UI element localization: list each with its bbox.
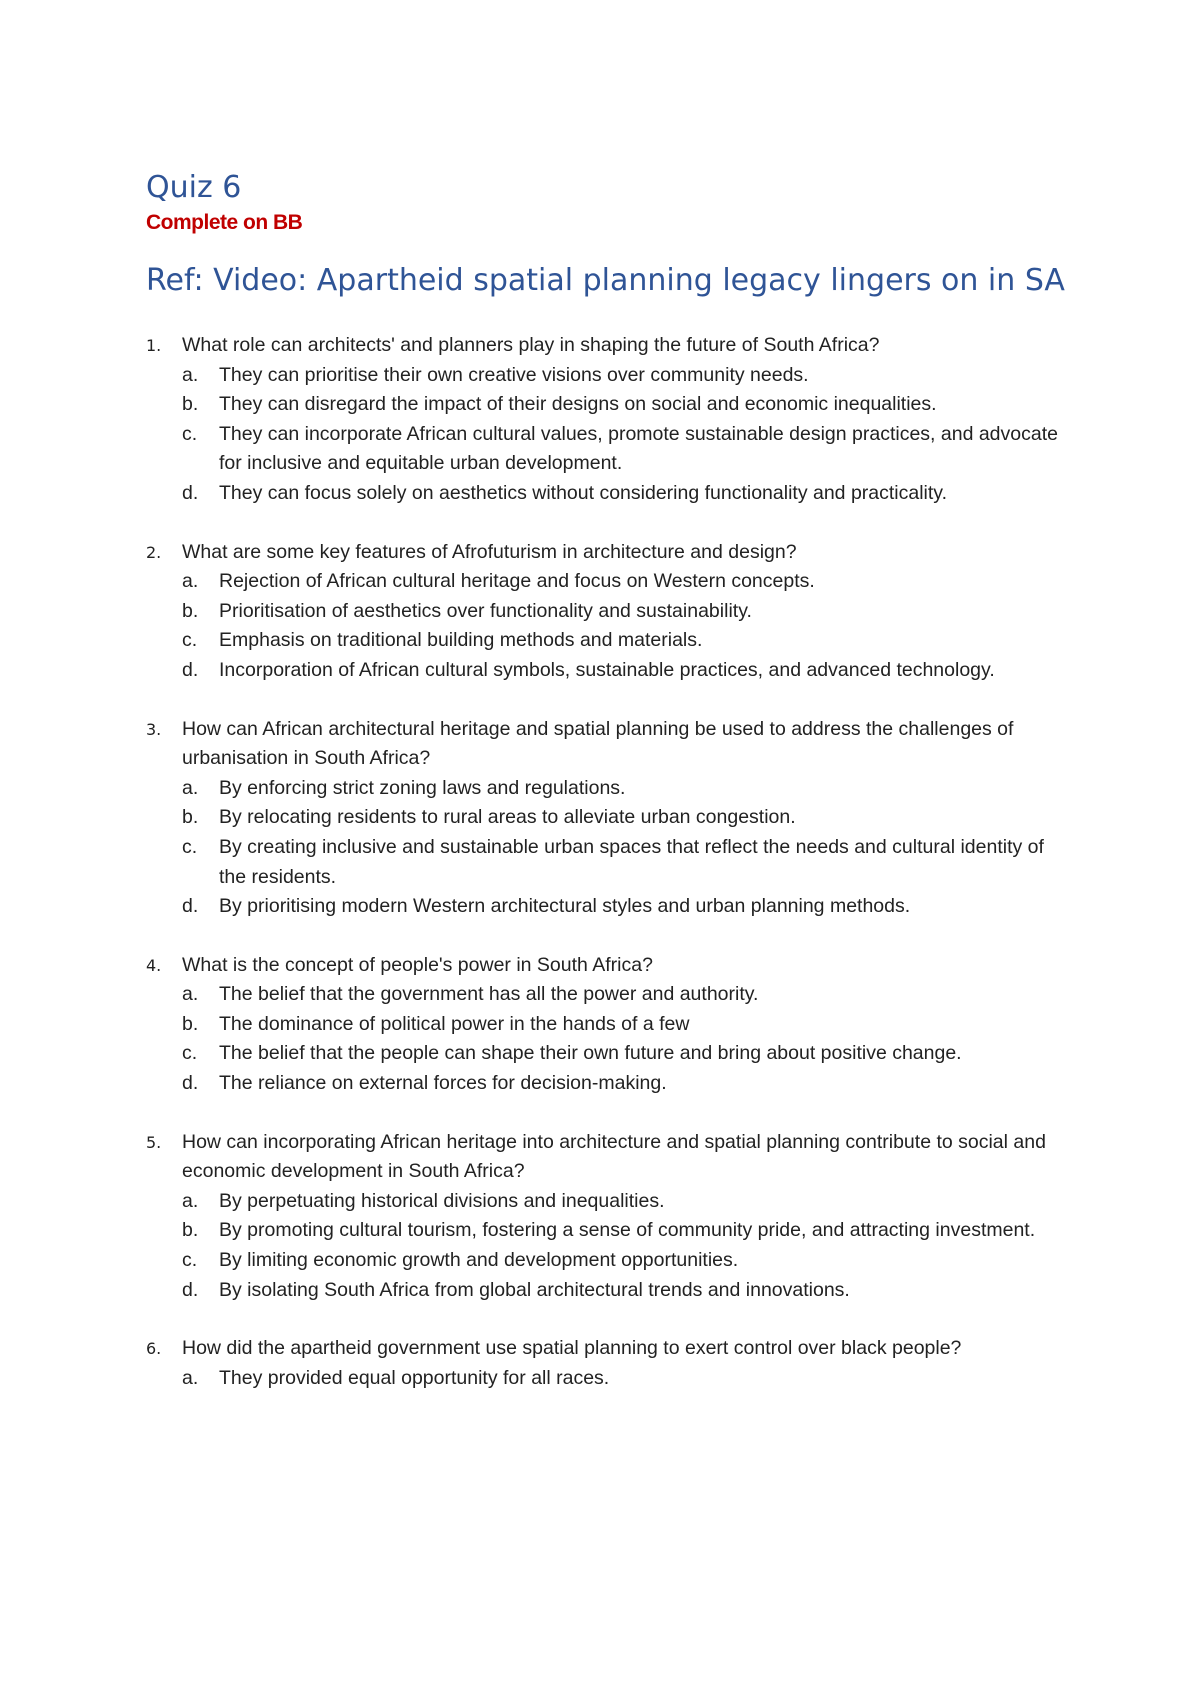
answer-option <box>182 1216 1076 1246</box>
question-row <box>146 538 1076 568</box>
option-text: By enforcing strict zoning laws and regulations. <box>219 776 626 799</box>
answer-option <box>182 1039 1076 1069</box>
option-text: They provided equal opportunity for all races. <box>219 1366 610 1389</box>
question-text: How did the apartheid government use spatial planning to exert control over black people? <box>182 1337 962 1360</box>
question-number: 1. <box>146 336 162 355</box>
question-5 <box>146 1128 1076 1306</box>
document-body <box>146 168 1076 1422</box>
answer-option <box>182 774 1076 804</box>
answer-option <box>182 626 1076 656</box>
option-text: The belief that the government has all the power and authority. <box>219 983 759 1006</box>
answer-option <box>182 980 1076 1010</box>
option-letter: b. <box>182 393 199 416</box>
option-letter: b. <box>182 806 199 829</box>
answer-option <box>182 803 1076 833</box>
question-number: 6. <box>146 1339 162 1359</box>
question-list <box>146 331 1076 1393</box>
option-text: By creating inclusive and sustainable urban spaces that reflect the needs and cultural identity of the residents. <box>219 835 1044 888</box>
option-letter: d. <box>182 1072 199 1095</box>
answer-option <box>182 1246 1076 1276</box>
question-3 <box>146 715 1076 922</box>
option-text: They can disregard the impact of their designs on social and economic inequalities. <box>219 393 937 416</box>
option-letter: c. <box>182 1042 198 1065</box>
answer-option <box>182 567 1076 597</box>
question-text: What role can architects' and planners play in shaping the future of South Africa? <box>182 334 880 356</box>
answer-option <box>182 1364 1076 1394</box>
option-letter: a. <box>182 1189 199 1212</box>
option-letter: d. <box>182 895 199 918</box>
option-text: By relocating residents to rural areas to alleviate urban congestion. <box>219 806 796 829</box>
option-text: Incorporation of African cultural symbols, sustainable practices, and advanced technology. <box>219 658 995 681</box>
answer-option <box>182 1069 1076 1099</box>
question-row <box>146 951 1076 981</box>
answer-option <box>182 1187 1076 1217</box>
option-text: They can focus solely on aesthetics without considering functionality and practicality. <box>219 481 948 504</box>
option-letter: d. <box>182 1278 199 1301</box>
answer-option <box>182 597 1076 627</box>
answer-option <box>182 833 1076 892</box>
option-text: By isolating South Africa from global architectural trends and innovations. <box>219 1278 850 1301</box>
answer-options <box>182 774 1076 922</box>
answer-options <box>182 980 1076 1098</box>
option-letter: c. <box>182 629 198 652</box>
question-number: 3. <box>146 719 162 739</box>
question-text: How can African architectural heritage and spatial planning be used to address the challenges of urbanisation in South Africa? <box>182 717 1014 770</box>
option-text: The belief that the people can shape their own future and bring about positive change. <box>219 1042 962 1065</box>
question-row <box>146 715 1076 774</box>
option-text: The reliance on external forces for decision-making. <box>219 1072 667 1095</box>
option-text: The dominance of political power in the hands of a few <box>219 1012 690 1035</box>
option-letter: a. <box>182 776 199 799</box>
option-text: By perpetuating historical divisions and inequalities. <box>219 1189 665 1212</box>
question-row <box>146 1128 1076 1187</box>
question-row <box>146 331 1076 361</box>
answer-options <box>182 1364 1076 1394</box>
answer-option <box>182 420 1076 479</box>
option-letter: b. <box>182 1219 199 1242</box>
option-letter: c. <box>182 422 198 445</box>
option-letter: b. <box>182 599 199 622</box>
option-letter: a. <box>182 570 199 593</box>
question-number: 5. <box>146 1132 162 1152</box>
option-letter: b. <box>182 1012 199 1035</box>
option-text: Rejection of African cultural heritage and focus on Western concepts. <box>219 570 815 593</box>
option-letter: d. <box>182 481 199 504</box>
option-text: By promoting cultural tourism, fostering a sense of community pride, and attracting investment. <box>219 1219 1036 1242</box>
question-2 <box>146 538 1076 686</box>
answer-options <box>182 1187 1076 1305</box>
answer-option <box>182 390 1076 420</box>
option-text: Emphasis on traditional building methods and materials. <box>219 629 703 652</box>
question-text: What are some key features of Afrofuturism in architecture and design? <box>182 540 797 563</box>
option-text: They can prioritise their own creative visions over community needs. <box>219 363 809 386</box>
option-letter: a. <box>182 1366 199 1389</box>
answer-option <box>182 1276 1076 1306</box>
question-number: 4. <box>146 955 162 975</box>
option-text: Prioritisation of aesthetics over functionality and sustainability. <box>219 599 752 622</box>
option-letter: a. <box>182 363 199 386</box>
question-1 <box>146 331 1076 509</box>
answer-option <box>182 479 1076 509</box>
quiz-title: Quiz 6 <box>146 170 242 205</box>
question-text: How can incorporating African heritage into architecture and spatial planning contribute to social and economic development in South Africa? <box>182 1130 1046 1183</box>
answer-option <box>182 1010 1076 1040</box>
answer-options <box>182 361 1076 509</box>
answer-option <box>182 361 1076 391</box>
answer-option <box>182 656 1076 686</box>
question-text: What is the concept of people's power in South Africa? <box>182 953 653 976</box>
answer-options <box>182 567 1076 685</box>
question-6 <box>146 1334 1076 1393</box>
option-text: By limiting economic growth and development opportunities. <box>219 1249 739 1272</box>
question-row <box>146 1334 1076 1364</box>
option-letter: c. <box>182 835 198 858</box>
question-4 <box>146 951 1076 1099</box>
option-letter: a. <box>182 983 199 1006</box>
option-letter: c. <box>182 1249 198 1272</box>
option-text: By prioritising modern Western architectural styles and urban planning methods. <box>219 895 911 918</box>
option-text: They can incorporate African cultural values, promote sustainable design practices, and advocate for inclusive and equitable urban development. <box>219 422 1058 475</box>
answer-option <box>182 892 1076 922</box>
question-number: 2. <box>146 542 162 562</box>
reference-heading: Ref: Video: Apartheid spatial planning legacy lingers on in SA <box>146 263 1065 298</box>
quiz-subtitle: Complete on BB <box>146 211 303 234</box>
option-letter: d. <box>182 658 199 681</box>
